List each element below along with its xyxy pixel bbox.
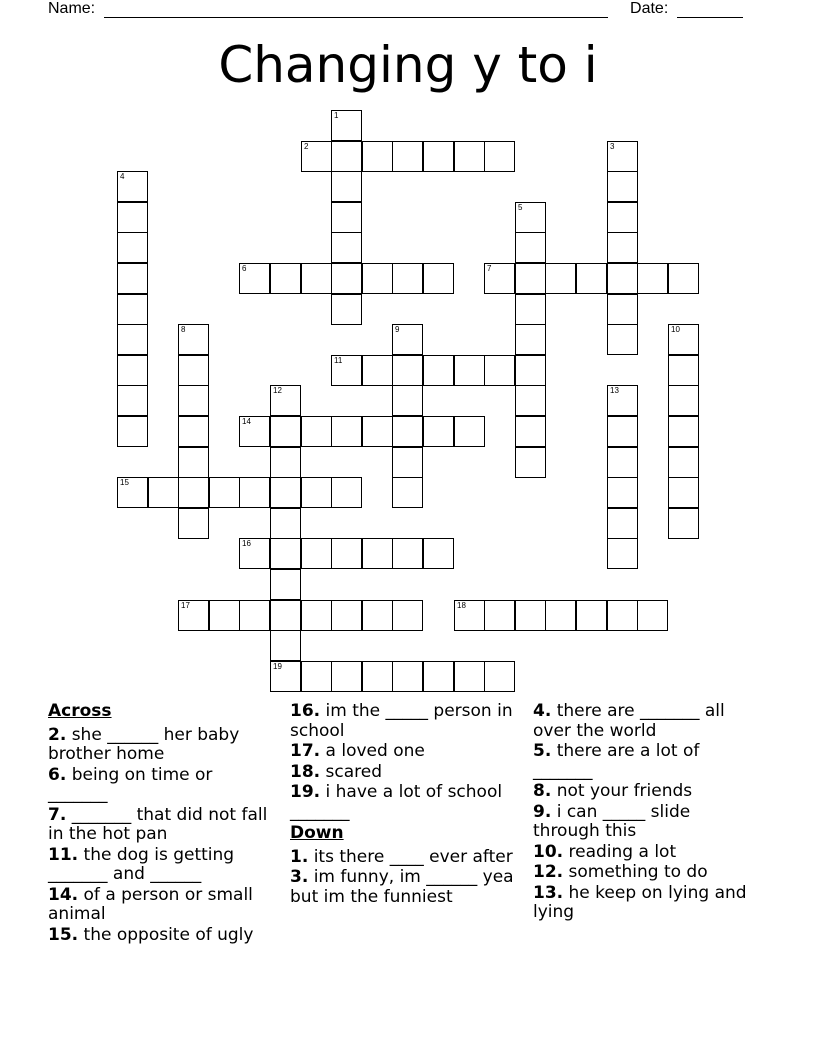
cell-number: 7 [487, 264, 492, 273]
clue-text: being on time or _______ [48, 764, 213, 804]
grid-cell[interactable] [117, 385, 148, 416]
grid-cell[interactable] [239, 538, 270, 569]
grid-cell[interactable] [607, 171, 638, 202]
clue-text: the opposite of ugly [78, 924, 254, 945]
clue-number: 7. [48, 804, 67, 825]
cell-number: 14 [242, 417, 251, 426]
grid-cell[interactable] [423, 416, 454, 447]
clue-text: of a person or small animal [48, 884, 253, 924]
grid-cell[interactable] [301, 263, 332, 294]
grid-cell[interactable] [117, 232, 148, 263]
clue-text: im the _____ person in school [290, 701, 513, 741]
clue-number: 3. [290, 867, 309, 887]
grid-cell[interactable] [331, 416, 362, 447]
grid-cell[interactable] [117, 355, 148, 386]
grid-cell[interactable] [423, 355, 454, 386]
grid-cell[interactable] [607, 263, 638, 294]
grid-cell[interactable] [178, 477, 209, 508]
clue-item [533, 843, 761, 863]
clue-item [48, 726, 276, 765]
date-label: Date: [630, 0, 669, 17]
cell-number: 19 [273, 662, 282, 671]
clue-number: 6. [48, 764, 67, 785]
clue-number: 17. [290, 741, 321, 761]
grid-cell[interactable] [423, 263, 454, 294]
grid-cell[interactable] [454, 416, 485, 447]
clue-item [533, 884, 761, 923]
grid-cell[interactable] [392, 263, 423, 294]
grid-cell[interactable] [117, 202, 148, 233]
grid-cell[interactable] [270, 661, 301, 692]
clue-number: 2. [48, 724, 67, 745]
across-clue-list-b [290, 702, 518, 822]
grid-cell[interactable] [270, 385, 301, 416]
clue-item [533, 863, 761, 883]
grid-cell[interactable] [117, 324, 148, 355]
grid-cell[interactable] [576, 600, 607, 631]
cell-number: 2 [304, 142, 309, 151]
clues-column-2 [290, 702, 518, 908]
cell-number: 13 [610, 386, 619, 395]
clue-item [48, 886, 276, 925]
grid-cell[interactable] [178, 600, 209, 631]
clue-number: 16. [290, 701, 321, 721]
grid-cell[interactable] [576, 263, 607, 294]
grid-cell[interactable] [117, 171, 148, 202]
clue-number: 14. [48, 884, 79, 905]
grid-cell[interactable] [668, 447, 699, 478]
grid-cell[interactable] [178, 508, 209, 539]
grid-cell[interactable] [607, 294, 638, 325]
grid-cell[interactable] [607, 202, 638, 233]
clue-item [290, 742, 518, 762]
grid-cell[interactable] [545, 600, 576, 631]
down-clue-list-a [290, 848, 518, 908]
cell-number: 16 [242, 539, 251, 548]
clue-text: there are _______ all over the world [533, 701, 725, 741]
clue-item [533, 742, 761, 781]
cell-number: 5 [518, 203, 523, 212]
clue-text: reading a lot [563, 841, 677, 862]
grid-cell[interactable] [178, 385, 209, 416]
grid-cell[interactable] [362, 416, 393, 447]
clue-number: 15. [48, 924, 79, 945]
grid-cell[interactable] [607, 447, 638, 478]
cell-number: 11 [334, 356, 343, 365]
grid-cell[interactable] [239, 477, 270, 508]
grid-cell[interactable] [239, 600, 270, 631]
grid-cell[interactable] [209, 477, 240, 508]
grid-cell[interactable] [484, 661, 515, 692]
clues-column-3 [533, 702, 761, 924]
cell-number: 15 [120, 478, 129, 487]
cell-number: 9 [395, 325, 400, 334]
grid-cell[interactable] [178, 447, 209, 478]
grid-cell[interactable] [270, 630, 301, 661]
clue-text: im funny, im ______ yea but im the funniest [290, 867, 514, 907]
grid-cell[interactable] [178, 416, 209, 447]
clue-item [290, 783, 518, 822]
clue-item [290, 702, 518, 741]
clue-number: 5. [533, 741, 552, 761]
clue-text: she ______ her baby brother home [48, 724, 240, 764]
grid-cell[interactable] [117, 263, 148, 294]
name-label: Name: [48, 0, 96, 17]
grid-cell[interactable] [362, 661, 393, 692]
grid-cell[interactable] [270, 263, 301, 294]
grid-cell[interactable] [423, 141, 454, 172]
grid-cell[interactable] [637, 600, 668, 631]
cell-number: 1 [334, 111, 339, 120]
grid-cell[interactable] [331, 477, 362, 508]
grid-cell[interactable] [270, 447, 301, 478]
clue-number: 19. [290, 782, 321, 802]
clue-text: there are a lot of _______ [533, 741, 700, 781]
grid-cell[interactable] [515, 232, 546, 263]
grid-cell[interactable] [515, 600, 546, 631]
clue-text: a loved one [320, 741, 425, 761]
grid-cell[interactable] [607, 477, 638, 508]
grid-cell[interactable] [668, 263, 699, 294]
grid-cell[interactable] [484, 263, 515, 294]
grid-cell[interactable] [607, 416, 638, 447]
grid-cell[interactable] [331, 355, 362, 386]
grid-cell[interactable] [423, 661, 454, 692]
clue-text: its there ____ ever after [308, 846, 513, 867]
down-heading: Down [290, 823, 344, 843]
grid-cell[interactable] [178, 355, 209, 386]
grid-cell[interactable] [301, 600, 332, 631]
grid-cell[interactable] [668, 508, 699, 539]
grid-cell[interactable] [607, 508, 638, 539]
grid-cell[interactable] [515, 385, 546, 416]
cell-number: 6 [242, 264, 247, 273]
clue-text: _______ that did not fall in the hot pan [48, 804, 268, 844]
grid-cell[interactable] [117, 294, 148, 325]
cell-number: 3 [610, 142, 615, 151]
grid-cell[interactable] [209, 600, 240, 631]
grid-cell[interactable] [301, 477, 332, 508]
grid-cell[interactable] [178, 324, 209, 355]
cell-number: 8 [181, 325, 186, 334]
grid-cell[interactable] [148, 477, 179, 508]
grid-cell[interactable] [454, 600, 485, 631]
grid-cell[interactable] [362, 355, 393, 386]
grid-cell[interactable] [423, 538, 454, 569]
clue-text: he keep on lying and lying [533, 882, 747, 922]
grid-cell[interactable] [270, 416, 301, 447]
clue-number: 1. [290, 846, 309, 867]
down-clue-list-b [533, 702, 761, 923]
grid-cell[interactable] [362, 538, 393, 569]
clue-number: 13. [533, 882, 564, 903]
cell-number: 17 [181, 601, 190, 610]
grid-cell[interactable] [301, 538, 332, 569]
grid-cell[interactable] [392, 600, 423, 631]
clue-item [48, 766, 276, 805]
clue-number: 9. [533, 801, 552, 822]
grid-cell[interactable] [117, 416, 148, 447]
cell-number: 4 [120, 172, 125, 181]
clue-item [48, 846, 276, 885]
grid-cell[interactable] [362, 141, 393, 172]
grid-cell[interactable] [301, 661, 332, 692]
grid-cell[interactable] [607, 324, 638, 355]
clue-item [533, 803, 761, 842]
clue-text: something to do [563, 862, 708, 882]
grid-cell[interactable] [545, 263, 576, 294]
clue-text: i can _____ slide through this [533, 801, 691, 841]
grid-cell[interactable] [484, 141, 515, 172]
grid-cell[interactable] [392, 141, 423, 172]
grid-cell[interactable] [392, 416, 423, 447]
grid-cell[interactable] [392, 447, 423, 478]
cell-number: 18 [457, 601, 466, 610]
clue-item [48, 806, 276, 845]
grid-cell[interactable] [331, 232, 362, 263]
grid-cell[interactable] [239, 416, 270, 447]
grid-cell[interactable] [515, 447, 546, 478]
clue-number: 4. [533, 701, 552, 721]
clue-item [533, 702, 761, 741]
grid-cell[interactable] [331, 171, 362, 202]
grid-cell[interactable] [362, 263, 393, 294]
grid-cell[interactable] [484, 600, 515, 631]
clue-text: i have a lot of school _______ [290, 782, 503, 822]
clue-item [290, 868, 518, 907]
grid-cell[interactable] [392, 355, 423, 386]
clue-text: not your friends [551, 781, 693, 801]
grid-cell[interactable] [270, 477, 301, 508]
grid-cell[interactable] [454, 661, 485, 692]
clue-number: 8. [533, 781, 552, 801]
cell-number: 12 [273, 386, 282, 395]
grid-cell[interactable] [668, 385, 699, 416]
grid-cell[interactable] [668, 416, 699, 447]
grid-cell[interactable] [331, 661, 362, 692]
across-clue-list-a [48, 726, 276, 946]
clue-item [290, 848, 518, 868]
grid-cell[interactable] [454, 355, 485, 386]
grid-cell[interactable] [331, 263, 362, 294]
clue-number: 11. [48, 844, 79, 865]
grid-cell[interactable] [515, 416, 546, 447]
grid-cell[interactable] [392, 385, 423, 416]
grid-cell[interactable] [392, 324, 423, 355]
grid-cell[interactable] [392, 477, 423, 508]
grid-cell[interactable] [607, 385, 638, 416]
clue-number: 12. [533, 862, 564, 882]
grid-cell[interactable] [668, 324, 699, 355]
grid-cell[interactable] [331, 110, 362, 141]
grid-cell[interactable] [331, 600, 362, 631]
grid-cell[interactable] [362, 600, 393, 631]
grid-cell[interactable] [392, 661, 423, 692]
grid-cell[interactable] [454, 141, 485, 172]
grid-cell[interactable] [607, 538, 638, 569]
clue-number: 18. [290, 761, 321, 782]
clue-item [533, 782, 761, 802]
grid-cell[interactable] [668, 477, 699, 508]
grid-cell[interactable] [239, 263, 270, 294]
grid-cell[interactable] [515, 294, 546, 325]
grid-cell[interactable] [484, 355, 515, 386]
page-title: Changing y to i [218, 36, 598, 94]
grid-cell[interactable] [607, 232, 638, 263]
clue-text: scared [320, 761, 383, 782]
grid-cell[interactable] [637, 263, 668, 294]
grid-cell[interactable] [515, 202, 546, 233]
clue-item [48, 926, 276, 946]
grid-cell[interactable] [607, 600, 638, 631]
clue-text: the dog is getting _______ and ______ [48, 844, 235, 884]
grid-cell[interactable] [515, 355, 546, 386]
grid-cell[interactable] [270, 508, 301, 539]
grid-cell[interactable] [270, 569, 301, 600]
grid-cell[interactable] [117, 477, 148, 508]
grid-cell[interactable] [331, 141, 362, 172]
clues-column-1 [48, 702, 276, 946]
grid-cell[interactable] [270, 600, 301, 631]
grid-cell[interactable] [668, 355, 699, 386]
grid-cell[interactable] [301, 416, 332, 447]
grid-cell[interactable] [301, 141, 332, 172]
clue-item [290, 763, 518, 783]
grid-cell[interactable] [331, 294, 362, 325]
grid-cell[interactable] [331, 202, 362, 233]
grid-cell[interactable] [515, 263, 546, 294]
grid-cell[interactable] [392, 538, 423, 569]
across-heading: Across [48, 701, 112, 721]
grid-cell[interactable] [331, 538, 362, 569]
grid-cell[interactable] [270, 538, 301, 569]
grid-cell[interactable] [515, 324, 546, 355]
cell-number: 10 [671, 325, 680, 334]
grid-cell[interactable] [607, 141, 638, 172]
clue-number: 10. [533, 841, 564, 862]
